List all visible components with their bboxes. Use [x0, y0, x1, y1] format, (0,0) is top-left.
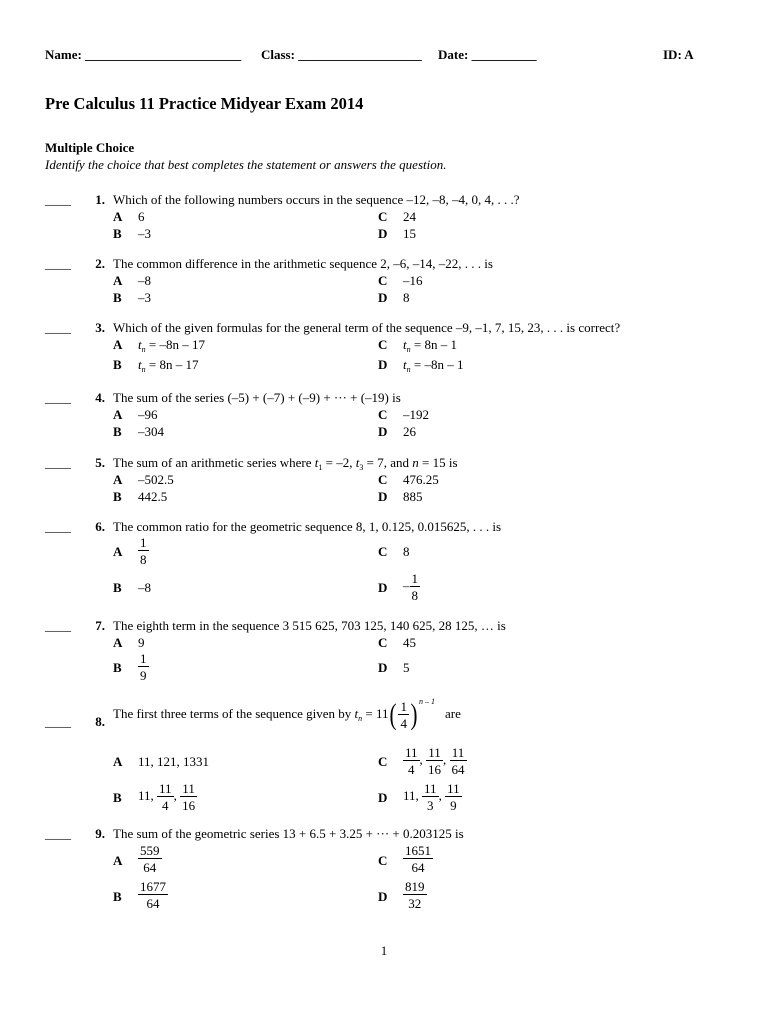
option-value	[138, 337, 205, 354]
minus-sign: –	[403, 577, 410, 593]
option-value: 45	[403, 635, 416, 650]
fraction	[157, 782, 174, 812]
fraction	[445, 782, 462, 812]
option-value: –3	[138, 290, 151, 305]
question-text	[113, 455, 458, 472]
option-letter: A	[113, 472, 123, 487]
option-value	[403, 357, 463, 374]
option-letter: C	[378, 337, 388, 352]
answer-blank[interactable]: ____	[45, 826, 71, 841]
fraction	[138, 536, 149, 566]
option-letter: C	[378, 853, 388, 868]
denominator: 64	[138, 894, 168, 910]
option-letter: D	[378, 424, 388, 439]
option-letter: B	[113, 357, 122, 372]
date-field-label: Date: __________	[438, 47, 537, 62]
question-text: The common ratio for the geometric sequence 8, 1, 0.125, 0.015625, . . . is	[113, 519, 502, 534]
option-letter: C	[378, 472, 388, 487]
term-variable: t	[354, 705, 359, 721]
option-letter: D	[378, 290, 388, 305]
option-value: –502.5	[138, 472, 174, 487]
option-value: 8	[403, 290, 410, 305]
option-letter: D	[378, 357, 388, 372]
option-letter: D	[378, 660, 388, 675]
option-letter: D	[378, 580, 388, 595]
fraction	[422, 782, 439, 812]
option-letter: C	[378, 407, 388, 422]
option-letter: A	[113, 544, 123, 559]
page-number: 1	[380, 944, 388, 958]
option-value: 15	[403, 226, 416, 241]
denominator: 4	[157, 796, 174, 812]
class-field-label: Class: ___________________	[261, 47, 422, 62]
option-letter: C	[378, 754, 388, 769]
fraction	[403, 880, 427, 910]
id-label: ID: A	[663, 47, 694, 62]
left-paren: (	[389, 698, 397, 731]
fraction	[426, 746, 443, 776]
option-letter: A	[113, 273, 123, 288]
question-number: 1.	[95, 192, 105, 207]
option-letter: B	[113, 660, 122, 675]
option-value: 26	[403, 424, 416, 439]
option-value	[138, 652, 149, 682]
option-letter: D	[378, 790, 388, 805]
option-value: 11, 121, 1331	[138, 754, 210, 769]
option-letter: C	[378, 544, 388, 559]
option-letter: D	[378, 226, 388, 241]
question-number: 7.	[95, 618, 105, 633]
question-number: 2.	[95, 256, 105, 271]
option-letter: C	[378, 635, 388, 650]
term-subscript: n	[358, 713, 363, 723]
option-lead: 11,	[403, 787, 423, 803]
option-value: –8	[138, 580, 151, 595]
fraction	[138, 844, 162, 874]
option-letter: A	[113, 407, 123, 422]
numerator: 11	[447, 781, 460, 796]
fraction	[403, 844, 433, 874]
name-field-label: Name: ________________________	[45, 47, 242, 62]
option-value: 8	[403, 544, 410, 559]
option-value	[138, 844, 162, 874]
answer-blank[interactable]: ____	[45, 455, 71, 470]
option-value: –96	[138, 407, 158, 422]
option-value: 476.25	[403, 472, 439, 487]
fraction	[398, 700, 409, 730]
formula-rhs: = 8n – 1	[410, 337, 457, 352]
question-text-part: = –2,	[322, 455, 356, 470]
option-letter: B	[113, 424, 122, 439]
question-text: Which of the following numbers occurs in the sequence –12, –8, –4, 0, 4, . . .?	[113, 192, 520, 207]
denominator: 16	[182, 798, 196, 813]
numerator: 11	[159, 781, 172, 796]
numerator: 11	[405, 745, 418, 760]
option-value: 9	[138, 635, 145, 650]
option-letter: C	[378, 273, 388, 288]
term-subscript: n	[141, 345, 146, 354]
denominator: 8	[411, 588, 418, 603]
fraction	[180, 782, 197, 812]
numerator: 11	[451, 745, 465, 760]
answer-blank[interactable]: ____	[45, 256, 71, 271]
term-variable: t	[403, 357, 407, 372]
option-value: 885	[403, 489, 423, 504]
option-value	[138, 880, 168, 910]
formula-rhs: = –8n – 17	[145, 337, 205, 352]
option-value	[403, 880, 427, 910]
denominator: 9	[140, 668, 147, 683]
numerator: 559	[140, 843, 160, 858]
question-text: The eighth term in the sequence 3 515 625, 703 125, 140 625, 28 125, … is	[113, 618, 506, 633]
option-letter: B	[113, 790, 122, 805]
question-number: 9.	[95, 826, 105, 841]
exponent: n – 1	[418, 696, 435, 706]
question-text-part: = 7, and	[363, 455, 413, 470]
answer-blank[interactable]: ____	[45, 519, 71, 534]
answer-blank[interactable]: ____	[45, 390, 71, 405]
option-value: $\frac{11}{4}$ , $\frac{11}{16}$ , $\frac{11}{64}$	[405, 745, 465, 777]
option-value: 5	[403, 660, 410, 675]
denominator: 3	[422, 796, 439, 812]
exam-title: Pre Calculus 11 Practice Midyear Exam 2014	[45, 94, 364, 113]
numerator: 11	[182, 781, 195, 796]
option-value: 24	[403, 209, 416, 224]
fraction	[138, 880, 168, 910]
option-value: 11, $\frac{11}{4}$ , $\frac{11}{16}$	[138, 781, 196, 813]
section-instructions: Identify the choice that best completes the statement or answers the question.	[45, 157, 447, 172]
fraction	[450, 746, 467, 776]
option-value: 11, $\frac{11}{3}$ , $\frac{11}{9}$	[403, 781, 460, 813]
question-number: 3.	[95, 320, 105, 335]
option-letter: A	[113, 853, 123, 868]
numerator: 1677	[140, 879, 166, 894]
question-text: The sum of the geometric series 13 + 6.5 + 3.25 + ··· + 0.203125 is	[113, 826, 464, 841]
option-value: –8	[138, 273, 151, 288]
denominator: 64	[403, 858, 433, 874]
term-variable: t	[355, 455, 360, 470]
option-letter: B	[113, 580, 122, 595]
option-value: 442.5	[138, 489, 168, 504]
question-text: The sum of the series (–5) + (–7) + (–9) + ··· + (–19) is	[113, 390, 401, 405]
option-letter: C	[378, 209, 388, 224]
numerator: 11	[428, 745, 441, 760]
denominator: 16	[428, 762, 442, 777]
term-subscript: n	[141, 365, 146, 374]
numerator: 1	[140, 651, 147, 666]
option-letter: A	[113, 209, 123, 224]
question-text-part: are	[444, 705, 461, 721]
header	[45, 47, 698, 65]
option-lead: 11,	[138, 787, 158, 803]
option-letter: A	[113, 337, 123, 352]
formula-rhs: = –8n – 1	[410, 357, 464, 372]
question-number: 8.	[95, 714, 105, 729]
answer-blank[interactable]: ____	[45, 320, 71, 335]
numerator: 1	[411, 571, 418, 586]
term-subscript: 1	[318, 463, 323, 472]
answer-blank[interactable]: ____	[45, 618, 71, 633]
denominator: 4	[400, 716, 407, 731]
fraction	[410, 572, 421, 602]
option-value: –16	[403, 273, 423, 288]
option-value	[138, 536, 149, 566]
answer-blank[interactable]: ____	[45, 714, 71, 729]
option-letter: A	[113, 754, 123, 769]
question-text-part: The first three terms of the sequence given by	[113, 705, 355, 721]
section-title: Multiple Choice	[45, 140, 135, 155]
option-value: –192	[403, 407, 429, 422]
numerator: 1	[140, 535, 147, 550]
option-value: –3	[138, 226, 151, 241]
right-paren: )	[410, 698, 418, 731]
term-subscript: n	[406, 365, 411, 374]
option-letter: A	[113, 635, 123, 650]
term-variable: t	[138, 357, 142, 372]
term-subscript: 3	[359, 463, 364, 472]
option-letter: D	[378, 889, 388, 904]
numerator: 11	[424, 781, 437, 796]
denominator: 64	[138, 858, 162, 874]
denominator: 9	[445, 796, 462, 812]
formula-rhs: = 8n – 17	[145, 357, 199, 372]
option-letter: B	[113, 226, 122, 241]
numerator: 1651	[405, 843, 431, 858]
question-text: Which of the given formulas for the general term of the sequence –9, –1, 7, 15, 23, . . . is correct?	[113, 320, 621, 335]
question-number: 5.	[95, 455, 105, 470]
option-value	[403, 572, 420, 602]
question-text-part: = 15 is	[418, 455, 458, 470]
fraction	[138, 652, 149, 682]
term-variable: t	[314, 455, 319, 470]
answer-blank[interactable]: ____	[45, 192, 71, 207]
question-text-part: The sum of an arithmetic series where	[113, 455, 315, 470]
question-text	[113, 696, 461, 731]
option-letter: B	[113, 290, 122, 305]
option-value	[138, 357, 198, 374]
option-letter: B	[113, 489, 122, 504]
denominator: 64	[451, 762, 465, 777]
n-variable: n	[412, 455, 419, 470]
numerator: 1	[400, 699, 407, 714]
option-value	[403, 844, 433, 874]
question-text-part: = 11	[362, 705, 389, 721]
option-letter: D	[378, 489, 388, 504]
option-value	[403, 337, 457, 354]
denominator: 4	[403, 760, 420, 776]
fraction	[403, 746, 420, 776]
question-text: The common difference in the arithmetic sequence 2, –6, –14, –22, . . . is	[113, 256, 493, 271]
term-variable: t	[138, 337, 142, 352]
term-variable: t	[403, 337, 407, 352]
question-number: 4.	[95, 390, 105, 405]
question-number: 6.	[95, 519, 105, 534]
term-subscript: n	[406, 345, 411, 354]
option-value: –304	[138, 424, 164, 439]
option-value: 6	[138, 209, 145, 224]
denominator: 8	[140, 552, 147, 567]
denominator: 32	[403, 894, 427, 910]
numerator: 819	[405, 879, 425, 894]
option-letter: B	[113, 889, 122, 904]
